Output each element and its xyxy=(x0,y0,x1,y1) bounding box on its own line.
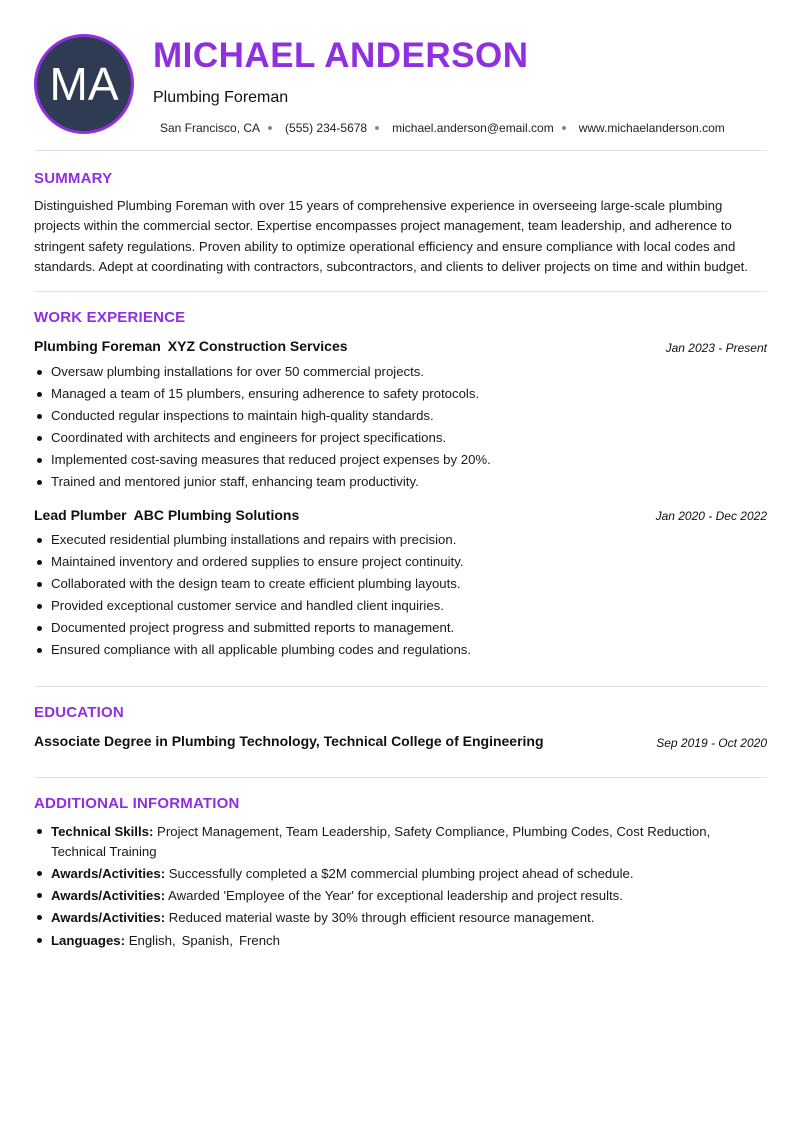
info-label: Technical Skills: xyxy=(51,824,154,839)
job-bullet-list xyxy=(34,363,769,495)
job-title xyxy=(34,507,299,523)
divider xyxy=(34,150,767,151)
list-item xyxy=(34,822,734,861)
additional-info-list xyxy=(34,822,734,953)
education-dates: Sep 2019 - Oct 2020 xyxy=(656,736,767,750)
language: English, xyxy=(128,933,176,948)
bullet-icon xyxy=(37,626,42,631)
education-heading: EDUCATION xyxy=(34,704,124,721)
list-item xyxy=(34,597,769,619)
summary-text: Distinguished Plumbing Foreman with over 15 years of comprehensive experience in overseeing large-scale plumbing projects within the commercial sector. Expertise encompasses project management, team leadership, and adherence to stringent safety regulations. Proven ability to optimize operational efficiency and ensure compliance with local codes and standards. Adept at coordinating with contractors, subcontractors, and clients to deliver projects on time and within budget. xyxy=(34,198,748,275)
language: French xyxy=(238,933,280,948)
bullet-icon xyxy=(37,582,42,587)
avatar xyxy=(34,34,134,134)
job-dates: Jan 2020 - Dec 2022 xyxy=(655,509,767,523)
list-item xyxy=(34,864,734,884)
list-item xyxy=(34,886,734,906)
candidate-name: MICHAEL ANDERSON xyxy=(153,36,529,75)
divider xyxy=(34,777,767,778)
job-position: Lead Plumber xyxy=(34,507,127,523)
job-company: XYZ Construction Services xyxy=(167,338,348,354)
contact-bar xyxy=(160,121,725,135)
contact-phone: (555) 234-5678 xyxy=(285,121,368,135)
list-item xyxy=(34,575,769,597)
list-item xyxy=(34,451,769,473)
list-item xyxy=(34,553,769,575)
list-item-text: Oversaw plumbing installations for over 50 commercial projects. xyxy=(51,364,425,379)
job-company: ABC Plumbing Solutions xyxy=(133,507,300,523)
bullet-icon xyxy=(37,538,42,543)
list-item xyxy=(34,931,734,951)
list-item-text: Collaborated with the design team to create efficient plumbing layouts. xyxy=(51,576,461,591)
info-text: Awarded 'Employee of the Year' for exceptional leadership and project results. xyxy=(168,887,623,903)
list-item-text: Documented project progress and submitted reports to management. xyxy=(51,620,455,635)
bullet-icon xyxy=(37,829,42,834)
job-title xyxy=(34,338,348,354)
bullet-icon xyxy=(37,414,42,419)
work-experience-heading: WORK EXPERIENCE xyxy=(34,309,186,326)
list-item-text: Executed residential plumbing installations and repairs with precision. xyxy=(51,532,457,547)
bullet-icon xyxy=(37,604,42,609)
contact-email[interactable]: michael.anderson@email.com xyxy=(392,121,554,135)
bullet-icon xyxy=(37,893,42,898)
info-label: Awards/Activities: xyxy=(51,865,166,881)
divider xyxy=(34,291,767,292)
additional-info-heading: ADDITIONAL INFORMATION xyxy=(34,795,240,812)
list-item-text: Implemented cost-saving measures that reduced project expenses by 20%. xyxy=(51,452,491,467)
info-label: Awards/Activities: xyxy=(51,887,166,903)
separator-dot-icon xyxy=(562,126,566,130)
list-item-text: Conducted regular inspections to maintain high-quality standards. xyxy=(51,408,434,423)
bullet-icon xyxy=(37,370,42,375)
separator-dot-icon xyxy=(375,126,379,130)
bullet-icon xyxy=(37,560,42,565)
list-item xyxy=(34,385,769,407)
bullet-icon xyxy=(37,436,42,441)
list-item xyxy=(34,531,769,553)
info-label: Awards/Activities: xyxy=(51,909,166,925)
list-item-text: Coordinated with architects and engineers for project specifications. xyxy=(51,430,447,445)
candidate-role: Plumbing Foreman xyxy=(153,89,289,106)
job-dates: Jan 2023 - Present xyxy=(665,341,767,355)
bullet-icon xyxy=(37,392,42,397)
info-label: Languages: xyxy=(51,933,126,948)
contact-location: San Francisco, CA xyxy=(160,121,261,135)
info-text: Project Management, Team Leadership, Safety Compliance, Plumbing Codes, Cost Reduction, Technical Training xyxy=(51,824,711,859)
list-item xyxy=(34,908,734,928)
summary-heading: SUMMARY xyxy=(34,170,113,187)
contact-website[interactable]: www.michaelanderson.com xyxy=(578,121,725,135)
list-item-text: Trained and mentored junior staff, enhancing team productivity. xyxy=(51,474,419,489)
info-text: Reduced material waste by 30% through efficient resource management. xyxy=(168,909,595,925)
list-item xyxy=(34,641,769,663)
education-degree: Associate Degree in Plumbing Technology, Technical College of Engineering xyxy=(34,733,544,749)
bullet-icon xyxy=(37,938,42,943)
list-item-text: Managed a team of 15 plumbers, ensuring adherence to safety protocols. xyxy=(51,386,480,401)
divider xyxy=(34,686,767,687)
list-item xyxy=(34,407,769,429)
job-position: Plumbing Foreman xyxy=(34,338,161,354)
bullet-icon xyxy=(37,915,42,920)
list-item xyxy=(34,473,769,495)
avatar-initials: MA xyxy=(49,58,119,110)
bullet-icon xyxy=(37,648,42,653)
list-item xyxy=(34,363,769,385)
bullet-icon xyxy=(37,871,42,876)
bullet-icon xyxy=(37,480,42,485)
bullet-icon xyxy=(37,458,42,463)
separator-dot-icon xyxy=(268,126,272,130)
list-item xyxy=(34,619,769,641)
list-item-text: Maintained inventory and ordered supplies to ensure project continuity. xyxy=(51,554,464,569)
list-item-text: Ensured compliance with all applicable plumbing codes and regulations. xyxy=(51,642,472,657)
info-text: Successfully completed a $2M commercial plumbing project ahead of schedule. xyxy=(168,865,634,881)
language: Spanish, xyxy=(181,933,233,948)
list-item-text: Provided exceptional customer service and handled client inquiries. xyxy=(51,598,444,613)
list-item xyxy=(34,429,769,451)
job-bullet-list xyxy=(34,531,769,663)
